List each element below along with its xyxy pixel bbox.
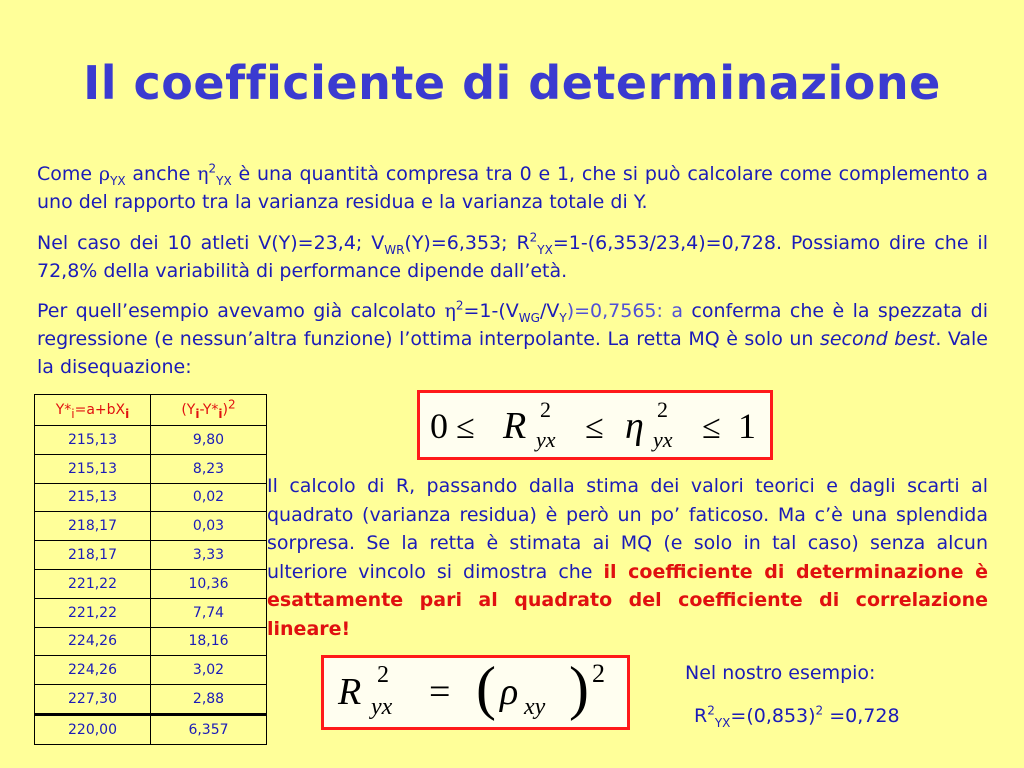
- formula2-r-sup: 2: [377, 662, 389, 688]
- table-total-row: [35, 714, 267, 744]
- table-cell: 7,74: [151, 598, 267, 627]
- table-cell: 215,13: [35, 454, 151, 483]
- formula2-rho: ρ: [500, 671, 519, 713]
- equality-formula: [324, 658, 627, 727]
- table-cell: 9,80: [151, 426, 267, 455]
- formula-r-sub: yx: [536, 427, 556, 452]
- table-row: [35, 598, 267, 627]
- table-cell: 2,88: [151, 685, 267, 715]
- formula-eta-sup: 2: [657, 397, 668, 422]
- formula-zero: 0: [430, 406, 448, 446]
- table-row: [35, 656, 267, 685]
- table-header-row: [35, 395, 267, 426]
- formula-one: 1: [738, 406, 756, 446]
- table-row: [35, 541, 267, 570]
- column-header-squared-residual: $(Y_i-Y*_i)^2$: [151, 395, 267, 426]
- formula-eta-sub: yx: [653, 427, 673, 452]
- table-cell: 218,17: [35, 512, 151, 541]
- page-title: Il coefficiente di determinazione: [83, 56, 941, 110]
- table-row: [35, 426, 267, 455]
- formula-r: R: [503, 405, 527, 447]
- example-result: $R^2_{YX}=(0,853)^2 =0,728$: [694, 703, 900, 730]
- table-cell: 224,26: [35, 627, 151, 656]
- table-row: [35, 569, 267, 598]
- table-cell: 10,36: [151, 569, 267, 598]
- column-header-fitted: $Y*_i=a+bX_i$: [35, 395, 151, 426]
- formula2-lparen: (: [476, 658, 496, 721]
- paragraph-eta-comparison: Per quell’esempio avevamo già calcolato $\eta^2=1-(V_{WG}/V_Y)=0,7565$: a conferma che è la spezzata di regressione (e nessun’altra funzione) l’ottima interpolante. La retta MQ è solo un second best. Vale la disequazione:: [37, 298, 988, 378]
- formula2-rho-sub: xy: [524, 694, 546, 720]
- table-cell: 215,13: [35, 483, 151, 512]
- paragraph-rho-eta: Come $\rho_{YX}$ anche $\eta^2_{YX}$ è una quantità compresa tra 0 e 1, che si può calcolare come complemento a uno del rapporto tra la varianza residua e la varianza totale di Y.: [37, 161, 988, 213]
- table-cell: 221,22: [35, 569, 151, 598]
- table-cell: 218,17: [35, 541, 151, 570]
- formula-eta: η: [625, 405, 644, 447]
- table-cell: 227,30: [35, 685, 151, 715]
- table-cell: 224,26: [35, 656, 151, 685]
- table-row: [35, 483, 267, 512]
- equality-formula-box: [321, 655, 630, 730]
- table-row: [35, 512, 267, 541]
- formula-r-sup: 2: [540, 397, 551, 422]
- inequality-formula: [420, 393, 770, 457]
- table-cell: 8,23: [151, 454, 267, 483]
- table-row: [35, 685, 267, 715]
- formula2-r: R: [338, 671, 362, 713]
- table-cell: 18,16: [151, 627, 267, 656]
- table-cell: 221,22: [35, 598, 151, 627]
- table-cell: 0,02: [151, 483, 267, 512]
- paragraph-surprise: Il calcolo di R, passando dalla stima dei valori teorici e dagli scarti al quadrato (varianza residua) è però un po’ faticoso. Ma c’è una splendida sorpresa. Se la retta è stimata ai MQ (e solo in tal caso) senza alcun ulteriore vincolo si dimostra che il coefficiente di determinazione è esattamente pari al quadrato del coefficiente di correlazione lineare!: [267, 475, 988, 640]
- formula2-rparen: ): [569, 658, 589, 721]
- formula-leq-1: ≤: [456, 409, 475, 446]
- example-label: Nel nostro esempio:: [685, 662, 876, 684]
- formula-leq-2: ≤: [585, 409, 604, 446]
- data-table: [34, 394, 267, 745]
- table-row: [35, 627, 267, 656]
- table-cell: 3,33: [151, 541, 267, 570]
- inequality-formula-box: [417, 390, 773, 460]
- formula-leq-3: ≤: [702, 409, 721, 446]
- table-cell-total: 220,00: [35, 714, 151, 744]
- table-cell: 3,02: [151, 656, 267, 685]
- paragraph-example-calc: Nel caso dei 10 atleti V(Y)=23,4; $V_{WR}(Y)=6,353$; $R^2_{YX}=1-(6,353/23,4)=0,728$. Possiamo dire che il 72,8% della variabilità di performance dipende dall’età.: [37, 230, 988, 282]
- table-cell-total: 6,357: [151, 714, 267, 744]
- table-row: [35, 454, 267, 483]
- formula2-equals: =: [429, 671, 451, 713]
- table-cell: 0,03: [151, 512, 267, 541]
- formula2-r-sub: yx: [371, 694, 393, 720]
- formula2-sup: 2: [592, 659, 605, 688]
- table-cell: 215,13: [35, 426, 151, 455]
